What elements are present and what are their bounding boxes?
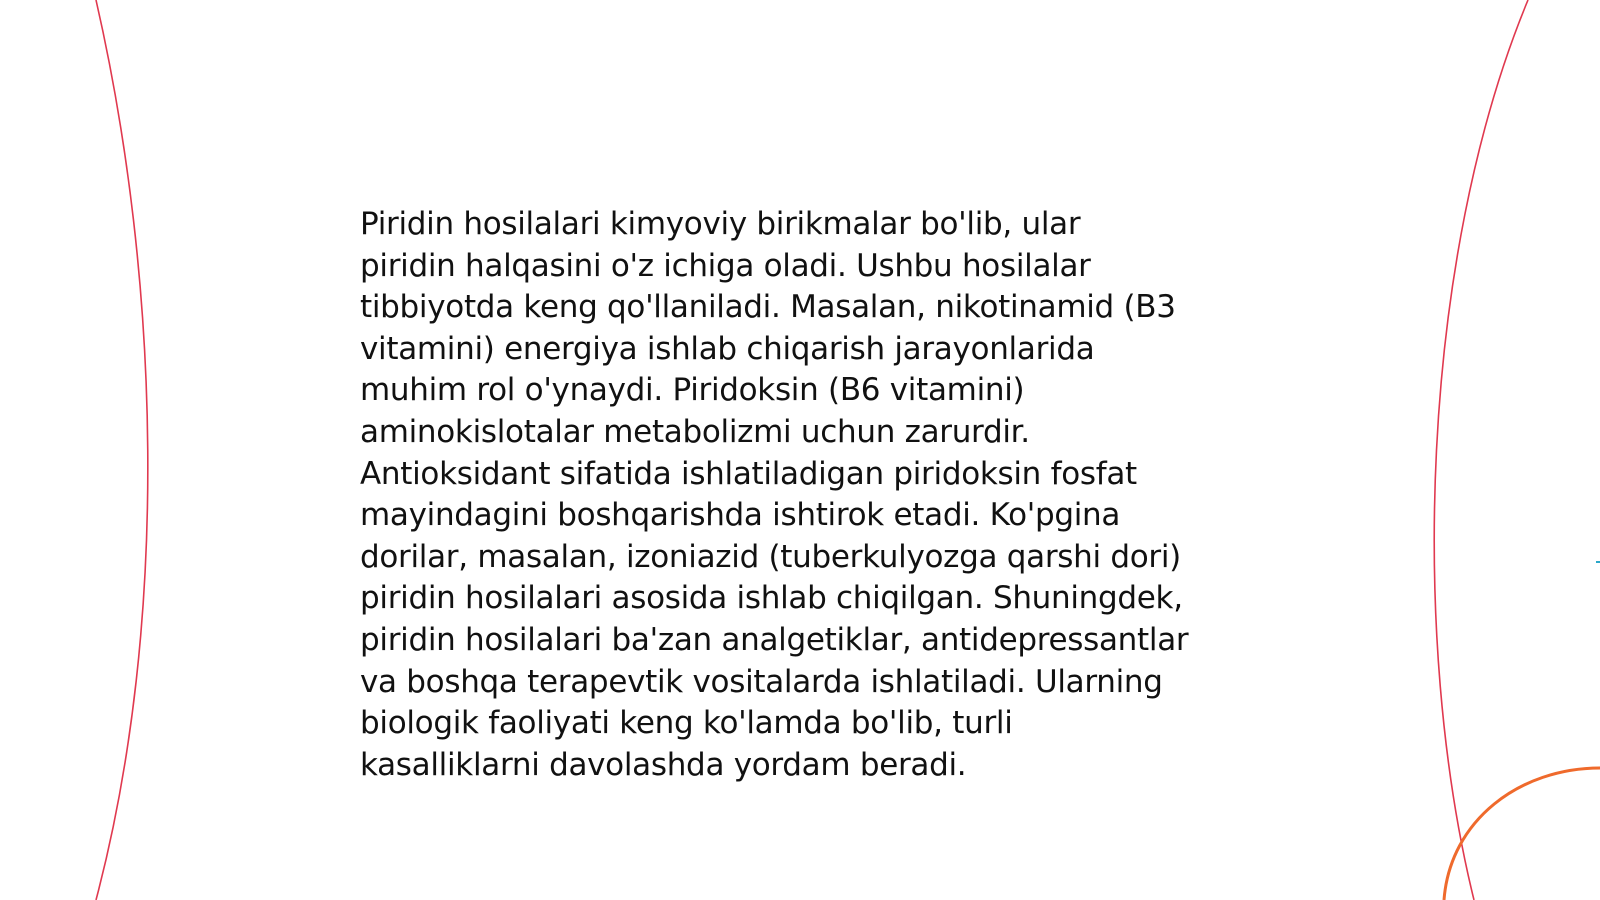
paragraph-line: biologik faoliyati keng ko'lamda bo'lib, turli — [360, 705, 1013, 742]
paragraph-line: vitamini) energiya ishlab chiqarish jarayonlarida — [360, 330, 1095, 367]
paragraph-line: tibbiyotda keng qo'llaniladi. Masalan, nikotinamid (B3 — [360, 289, 1176, 326]
paragraph-line: piridin hosilalari ba'zan analgetiklar, antidepressantlar — [360, 621, 1189, 658]
paragraph-line: va boshqa terapevtik vositalarda ishlatiladi. Ularning — [360, 663, 1163, 700]
paragraph-line: dorilar, masalan, izoniazid (tuberkulyozga qarshi dori) — [360, 538, 1181, 575]
right-red-curve — [1434, 0, 1528, 900]
body-paragraph — [360, 204, 1260, 786]
paragraph-line: piridin hosilalari asosida ishlab chiqilgan. Shuningdek, — [360, 580, 1183, 617]
orange-arc — [1444, 768, 1600, 900]
paragraph-line: mayindagini boshqarishda ishtirok etadi. Ko'pgina — [360, 497, 1121, 534]
paragraph-line: Antioksidant sifatida ishlatiladigan piridoksin fosfat — [360, 455, 1137, 492]
paragraph-line: muhim rol o'ynaydi. Piridoksin (B6 vitamini) — [360, 372, 1025, 409]
paragraph-line: Piridin hosilalari kimyoviy birikmalar bo'lib, ular — [360, 206, 1081, 242]
paragraph-line: aminokislotalar metabolizmi uchun zarurdir. — [360, 413, 1030, 450]
paragraph-line: kasalliklarni davolashda yordam beradi. — [360, 746, 967, 783]
left-red-curve — [96, 0, 148, 900]
paragraph-line: piridin halqasini o'z ichiga oladi. Ushbu hosilalar — [360, 247, 1091, 284]
